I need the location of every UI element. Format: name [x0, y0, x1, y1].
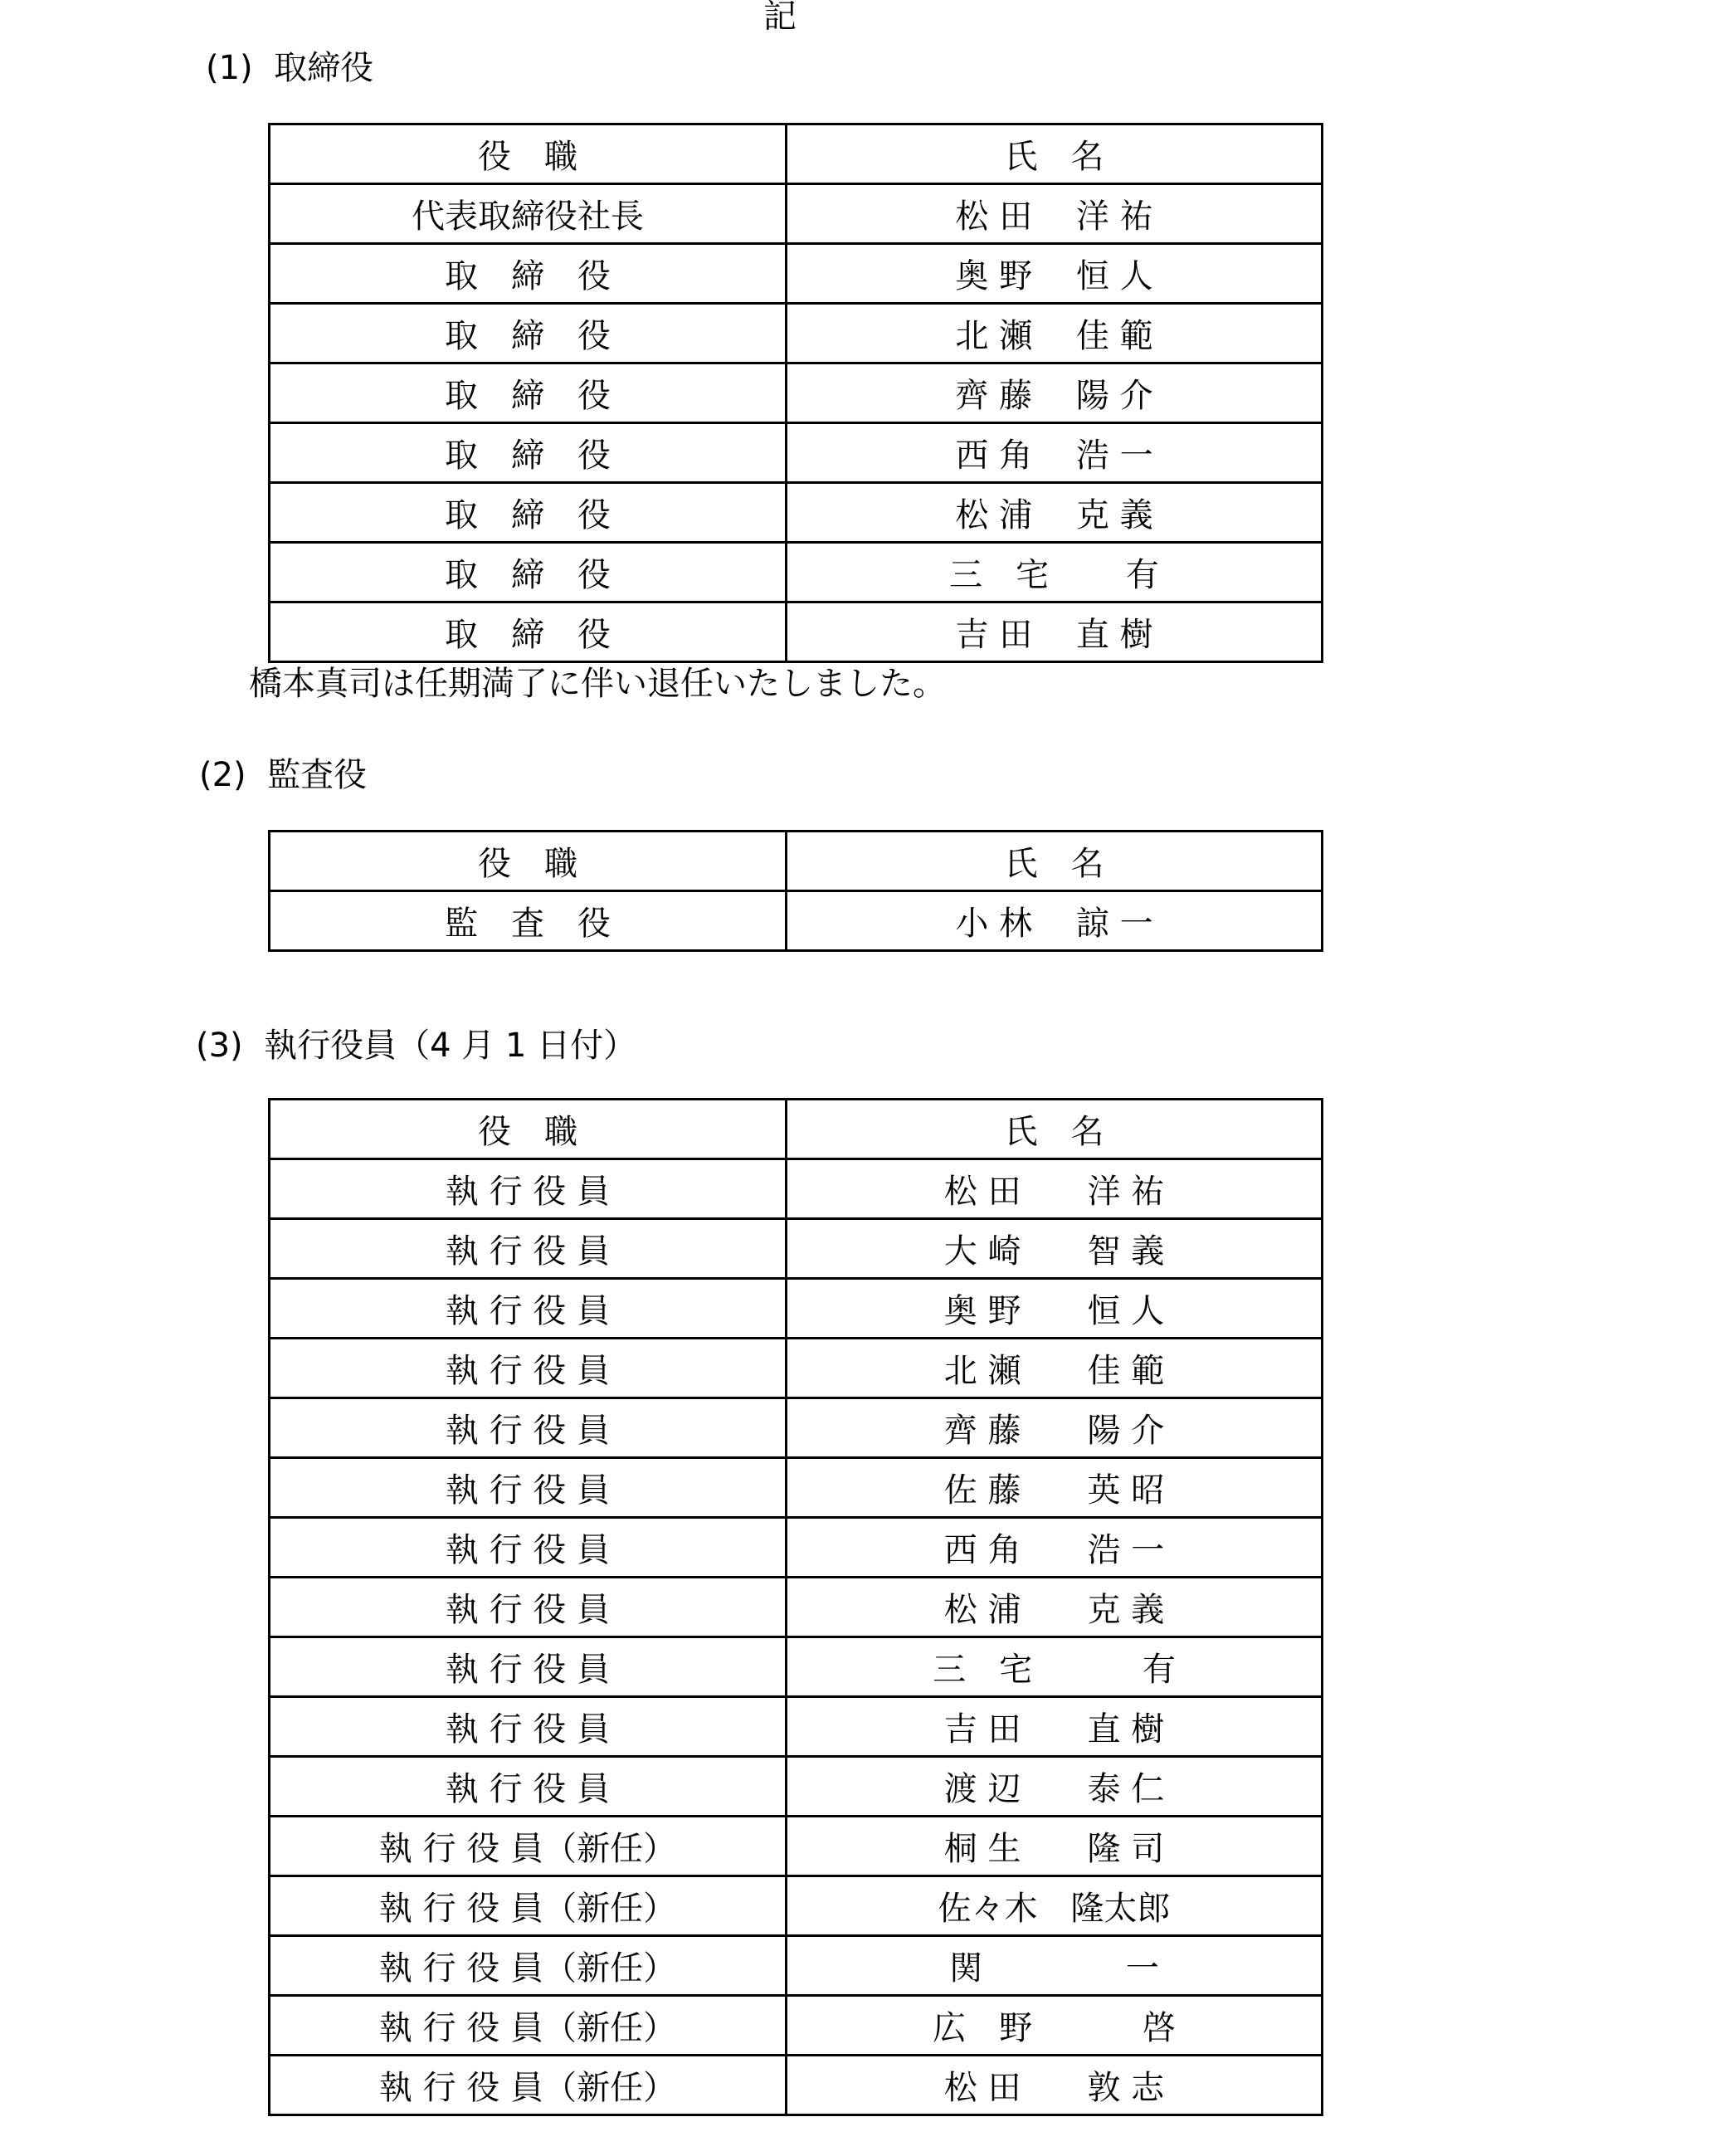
table-row	[270, 2056, 1323, 2115]
table-row	[270, 602, 1323, 662]
table-row	[270, 1637, 1323, 1697]
role-cell: 監 査 役	[270, 891, 787, 951]
role-cell: 執 行 役 員	[270, 1578, 787, 1637]
role-cell: 取 締 役	[270, 483, 787, 543]
role-cell: 執 行 役 員（新任）	[270, 1936, 787, 1996]
header-name: 氏 名	[787, 832, 1323, 891]
table-row	[270, 184, 1323, 244]
role-cell: 執 行 役 員	[270, 1757, 787, 1817]
name-cell: 西 角 浩 一	[787, 423, 1323, 483]
name-cell: 桐 生 隆 司	[787, 1817, 1323, 1876]
record-mark: 記	[763, 0, 797, 36]
name-cell: 広 野 啓	[787, 1996, 1323, 2056]
table-row	[270, 1757, 1323, 1817]
table-row	[270, 1398, 1323, 1458]
table-row	[270, 363, 1323, 423]
name-cell: 北 瀬 佳 範	[787, 1339, 1323, 1398]
table-row	[270, 1219, 1323, 1279]
role-cell: 執 行 役 員（新任）	[270, 1817, 787, 1876]
name-cell: 小 林 諒 一	[787, 891, 1323, 951]
role-cell: 取 締 役	[270, 304, 787, 363]
table-row	[270, 1936, 1323, 1996]
role-cell: 執 行 役 員（新任）	[270, 1996, 787, 2056]
name-cell: 三 宅 有	[787, 543, 1323, 602]
table-row	[270, 1697, 1323, 1757]
table-row	[270, 1159, 1323, 1219]
role-cell: 執 行 役 員（新任）	[270, 2056, 787, 2115]
table-row	[270, 1996, 1323, 2056]
table-row	[270, 1876, 1323, 1936]
table-row	[270, 1279, 1323, 1339]
auditors-table	[268, 830, 1323, 952]
role-cell: 取 締 役	[270, 543, 787, 602]
header-role: 役 職	[270, 832, 787, 891]
header-name: 氏 名	[787, 124, 1323, 184]
name-cell: 奥 野 恒 人	[787, 1279, 1323, 1339]
table-header-row	[270, 1100, 1323, 1159]
directors-table	[268, 123, 1323, 663]
role-cell: 執 行 役 員	[270, 1398, 787, 1458]
table-row	[270, 483, 1323, 543]
header-role: 役 職	[270, 1100, 787, 1159]
role-cell: 取 締 役	[270, 363, 787, 423]
role-cell: 執 行 役 員（新任）	[270, 1876, 787, 1936]
name-cell: 西 角 浩 一	[787, 1518, 1323, 1578]
header-name: 氏 名	[787, 1100, 1323, 1159]
name-cell: 吉 田 直 樹	[787, 602, 1323, 662]
name-cell: 北 瀬 佳 範	[787, 304, 1323, 363]
table-row	[270, 1518, 1323, 1578]
role-cell: 取 締 役	[270, 423, 787, 483]
role-cell: 執 行 役 員	[270, 1637, 787, 1697]
role-cell: 執 行 役 員	[270, 1697, 787, 1757]
executive-officers-table	[268, 1098, 1323, 2116]
table-row	[270, 543, 1323, 602]
role-cell: 執 行 役 員	[270, 1219, 787, 1279]
name-cell: 松 田 洋 祐	[787, 1159, 1323, 1219]
name-cell: 奥 野 恒 人	[787, 244, 1323, 304]
name-cell: 松 田 洋 祐	[787, 184, 1323, 244]
name-cell: 佐 藤 英 昭	[787, 1458, 1323, 1518]
table-row	[270, 1339, 1323, 1398]
name-cell: 齊 藤 陽 介	[787, 1398, 1323, 1458]
header-role: 役 職	[270, 124, 787, 184]
table-header-row	[270, 124, 1323, 184]
role-cell: 執 行 役 員	[270, 1339, 787, 1398]
table-row	[270, 891, 1323, 951]
table-header-row	[270, 832, 1323, 891]
table-row	[270, 1458, 1323, 1518]
name-cell: 大 崎 智 義	[787, 1219, 1323, 1279]
table-row	[270, 244, 1323, 304]
name-cell: 渡 辺 泰 仁	[787, 1757, 1323, 1817]
table-row	[270, 1578, 1323, 1637]
name-cell: 松 浦 克 義	[787, 483, 1323, 543]
role-cell: 執 行 役 員	[270, 1279, 787, 1339]
name-cell: 吉 田 直 樹	[787, 1697, 1323, 1757]
name-cell: 齊 藤 陽 介	[787, 363, 1323, 423]
role-cell: 代表取締役社長	[270, 184, 787, 244]
table-row	[270, 304, 1323, 363]
name-cell: 三 宅 有	[787, 1637, 1323, 1697]
section-heading-directors: (1) 取締役	[206, 49, 374, 87]
section-heading-executive-officers: (3) 執行役員（4 月 1 日付）	[196, 1027, 637, 1065]
role-cell: 執 行 役 員	[270, 1458, 787, 1518]
section-heading-auditors: (2) 監査役	[199, 756, 368, 794]
role-cell: 取 締 役	[270, 244, 787, 304]
table-row	[270, 423, 1323, 483]
name-cell: 関 一	[787, 1936, 1323, 1996]
name-cell: 松 浦 克 義	[787, 1578, 1323, 1637]
table-row	[270, 1817, 1323, 1876]
role-cell: 執 行 役 員	[270, 1518, 787, 1578]
name-cell: 松 田 敦 志	[787, 2056, 1323, 2115]
role-cell: 執 行 役 員	[270, 1159, 787, 1219]
role-cell: 取 締 役	[270, 602, 787, 662]
name-cell: 佐々木 隆太郎	[787, 1876, 1323, 1936]
retirement-note: 橋本真司は任期満了に伴い退任いたしました。	[249, 665, 946, 703]
